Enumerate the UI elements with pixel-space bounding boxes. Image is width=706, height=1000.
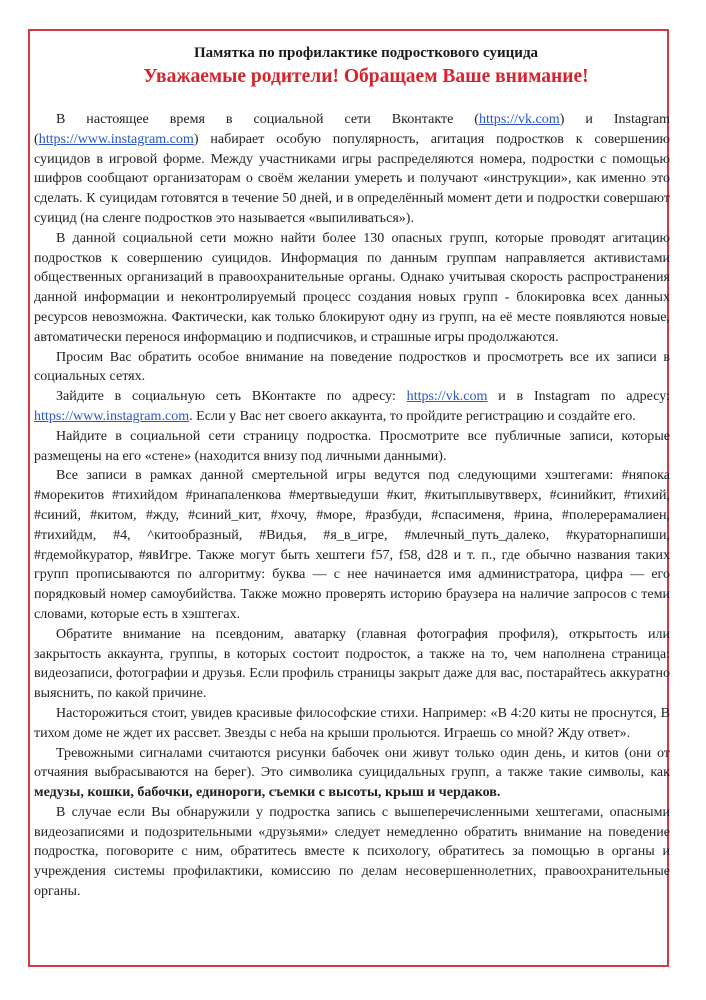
paragraph-intro: В настоящее время в социальной сети Вконтакте (https://vk.com) и Instagram (https://www.instagram.com) набирает особую популярность, агитация подростков к совершению суицидов в игровой форме. Между участниками игры распределяются номера, подростки с помощью шифров сообщают организаторам о своём желании умереть и получают «инструкции», как именно это сделать. К суицидам готовятся в течение 50 дней, и в определённый момент дети и подростки совершают суицид (на сленге подростков это называется «выпиливаться»). [34, 111, 670, 226]
document-body [34, 42, 670, 902]
vk-link[interactable]: https://vk.com [478, 111, 560, 127]
paragraph-signals: Тревожными сигналами считаются рисунки бабочек они живут только один день, и китов (они от отчаяния выбрасываются на берег). Это символика суицидальных групп, а также такие символы, как медузы, кошки, бабочки, единороги, съемки с высоты, крыш и чердаков. [34, 744, 670, 801]
document-subtitle: Уважаемые родители! Обращаем Ваше внимание! [143, 66, 589, 87]
paragraph-social-links: Зайдите в социальную сеть ВКонтакте по адресу: https://vk.com и в Instagram по адресу: https://www.instagram.com. Если у Вас нет своего аккаунта, то пройдите регистрацию и создайте его. [34, 388, 670, 424]
paragraph-request: Просим Вас обратить особое внимание на поведение подростков и просмотреть все их записи в социальных сетях. [34, 348, 670, 385]
vk-link-2[interactable]: https://vk.com [406, 388, 488, 405]
instagram-link-2[interactable]: https://www.instagram.com [34, 407, 190, 424]
paragraph-groups: В данной социальной сети можно найти более 130 опасных групп, которые проводят агитацию подростков к совершению суицидов. Информация по данным группам направляется активистами общественных организаций в правоохранительные органы. Однако учитывая скорость распространения данной информации и неконтролируемый процесс создания новых групп - блокировка всех данных ресурсов невозможна. Фактически, как только блокируют одну из групп, на её месте появляются новые, автоматически перенося информацию и подписчиков, и страшные игры продолжаются. [34, 229, 670, 345]
paragraph-poems: Насторожиться стоит, увидев красивые философские стихи. Например: «В 4:20 киты не проснутся, В тихом доме не ждет их рассвет. Звезды с неба на крыши прольются. Играешь со мной? Жду ответ». [34, 704, 670, 741]
paragraph-find-page: Найдите в социальной сети страницу подростка. Просмотрите все публичные записи, которые размещены на его «стене» (находится внизу под личными данными). [34, 427, 670, 464]
symbols-bold: медузы, кошки, бабочки, единороги, съемки с высоты, крыш и чердаков. [34, 784, 501, 801]
paragraph-profile: Обратите внимание на псевдоним, аватарку (главная фотография профиля), открытость или закрытость аккаунта, группы, в которых состоит подросток, а также на то, чем наполнена страница: видеозаписи, фотографии и друзья. Если профиль страницы закрыт даже для вас, постарайтесь аккуратно выяснить, по какой причине. [34, 625, 670, 702]
paragraph-action: В случае если Вы обнаружили у подростка запись с вышеперечисленными хештегами, опасными видеозаписями и подозрительными «друзьями» следует немедленно обратить внимание на поведение подростка, поговорите с ним, обратитесь вместе к психологу, обратитесь за помощью в органы и учреждения системы профилактики, комиссию по делам несовершеннолетних, правоохранительные органы. [34, 803, 670, 900]
paragraph-hashtags: Все записи в рамках данной смертельной игры ведутся под следующими хэштегами: #няпока #морекитов #тихийдом #ринапаленкова #мертвыедуши #кит, #китыплывутвверх, #синийкит, #тихий, #синий, #китом, #жду, #синий_кит, #хочу, #море, #разбуди, #спасименя, #рина, #полерерамалиен, #тихийдм, #4, ^китообразный, #Видья, #я_в_игре, #млечный_путь_далеко, #кураторнапиши, #гдемойкуратор, #явИгре. Также могут быть хештеги f57, f58, d28 и т. п., где обычно названия таких групп прописываются по алгоритму: буква — с нее начинается имя администратора, цифра — его порядковый номер самоубийства. Также можно проверять историю браузера на наличие запросов с теми словами, которые есть в хэштегах. [34, 467, 670, 622]
instagram-link[interactable]: https://www.instagram.com [38, 130, 194, 147]
document-title: Памятка по профилактике подросткового суицида [193, 45, 539, 61]
